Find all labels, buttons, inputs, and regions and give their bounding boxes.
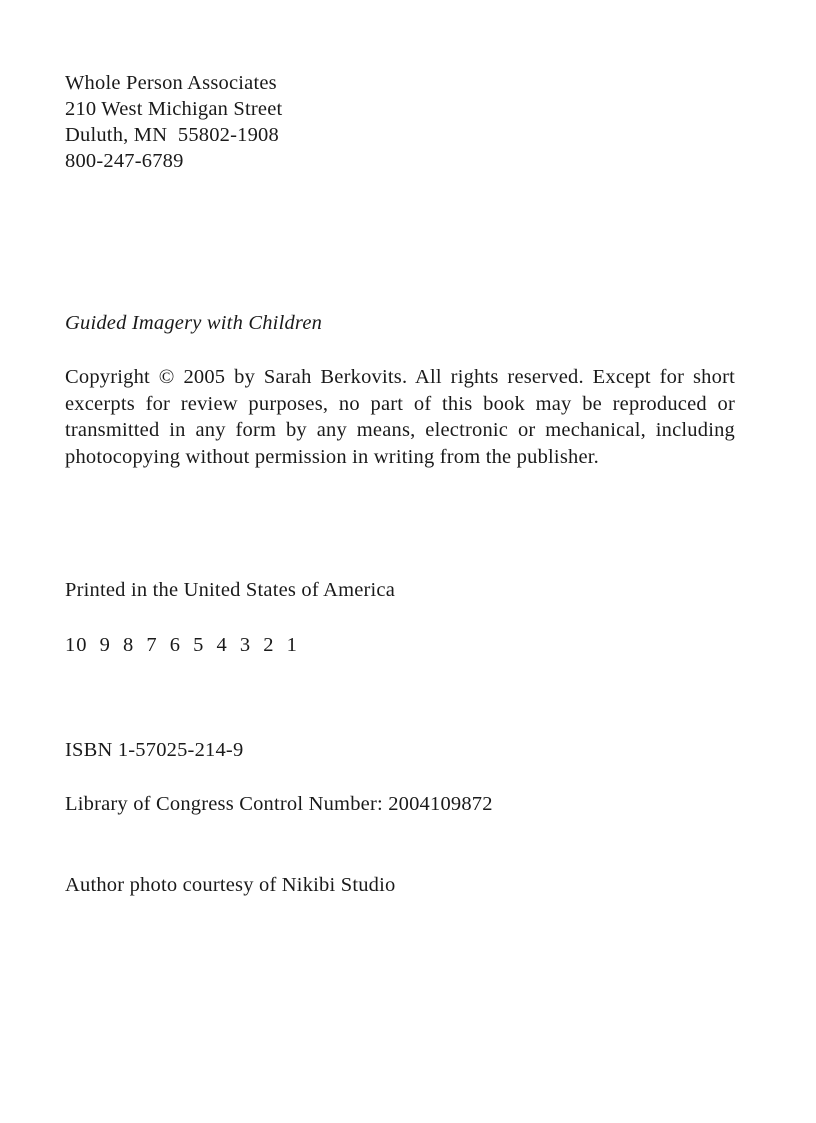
publisher-name: Whole Person Associates (65, 72, 277, 94)
book-title: Guided Imagery with Children (65, 312, 323, 334)
publisher-address (65, 70, 282, 174)
copyright-notice: Copyright © 2005 by Sarah Berkovits. All rights reserved. Except for short excerpts for review purposes, no part of this book may be reproduced or transmitted in any form by any means, electronic or mechanical, including photocopying without permission in writing from the publisher. (65, 366, 735, 468)
lccn: Library of Congress Control Number: 2004109872 (65, 793, 493, 815)
publisher-city: Duluth, MN 55802-1908 (65, 124, 279, 146)
publisher-phone: 800-247-6789 (65, 150, 184, 172)
photo-credit: Author photo courtesy of Nikibi Studio (65, 874, 396, 896)
publisher-street: 210 West Michigan Street (65, 98, 283, 120)
isbn: ISBN 1-57025-214-9 (65, 739, 244, 761)
printer-number-line: 10 9 8 7 6 5 4 3 2 1 (65, 634, 298, 656)
printed-in: Printed in the United States of America (65, 579, 396, 601)
